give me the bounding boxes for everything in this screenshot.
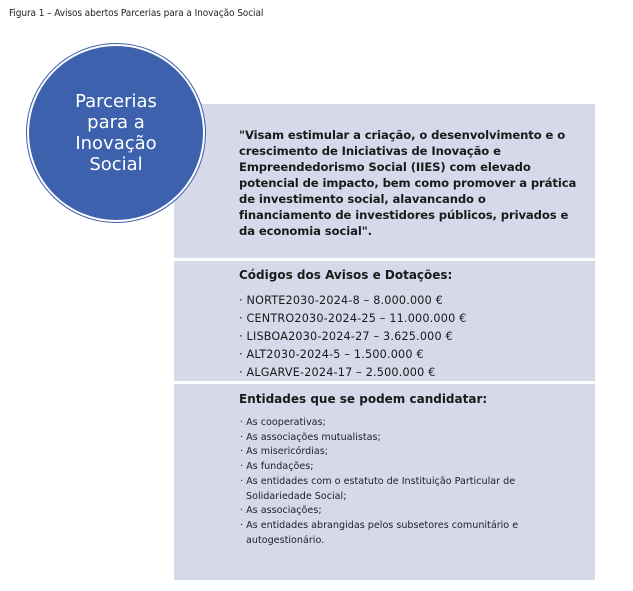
circle-title: Parcerias para a Inovação Social	[75, 91, 157, 175]
figure-caption: Figura 1 – Avisos abertos Parcerias para a Inovação Social	[9, 8, 264, 19]
list-item: · As fundações;	[240, 460, 570, 475]
list-item: · CENTRO2030-2024-25 – 11.000.000 €	[239, 310, 466, 328]
codes-title: Códigos dos Avisos e Dotações:	[239, 268, 453, 282]
section-divider	[174, 258, 595, 261]
list-item: · As entidades abrangidas pelos subsetores comunitário e autogestionário.	[240, 519, 570, 548]
list-item: · As entidades com o estatuto de Instituição Particular de Solidariedade Social;	[240, 475, 570, 504]
list-item: · As misericórdias;	[240, 445, 570, 460]
list-item: · ALT2030-2024-5 – 1.500.000 €	[239, 346, 466, 364]
entities-list	[240, 416, 570, 548]
list-item: · ALGARVE-2024-17 – 2.500.000 €	[239, 364, 466, 382]
objective-quote: "Visam estimular a criação, o desenvolvimento e o crescimento de Iniciativas de Inovação e Empreendedorismo Social (IIES) com elevado potencial de impacto, bem como promover a prática de investimento social, alavancando o financiamento de investidores públicos, privados e da economia social".	[239, 128, 577, 238]
list-item: · LISBOA2030-2024-27 – 3.625.000 €	[239, 328, 466, 346]
list-item: · As cooperativas;	[240, 416, 570, 431]
list-item: · As associações mutualistas;	[240, 431, 570, 446]
list-item: · As associações;	[240, 504, 570, 519]
codes-list	[239, 292, 466, 382]
title-circle	[27, 44, 205, 222]
entities-title: Entidades que se podem candidatar:	[239, 392, 488, 406]
list-item: · NORTE2030-2024-8 – 8.000.000 €	[239, 292, 466, 310]
